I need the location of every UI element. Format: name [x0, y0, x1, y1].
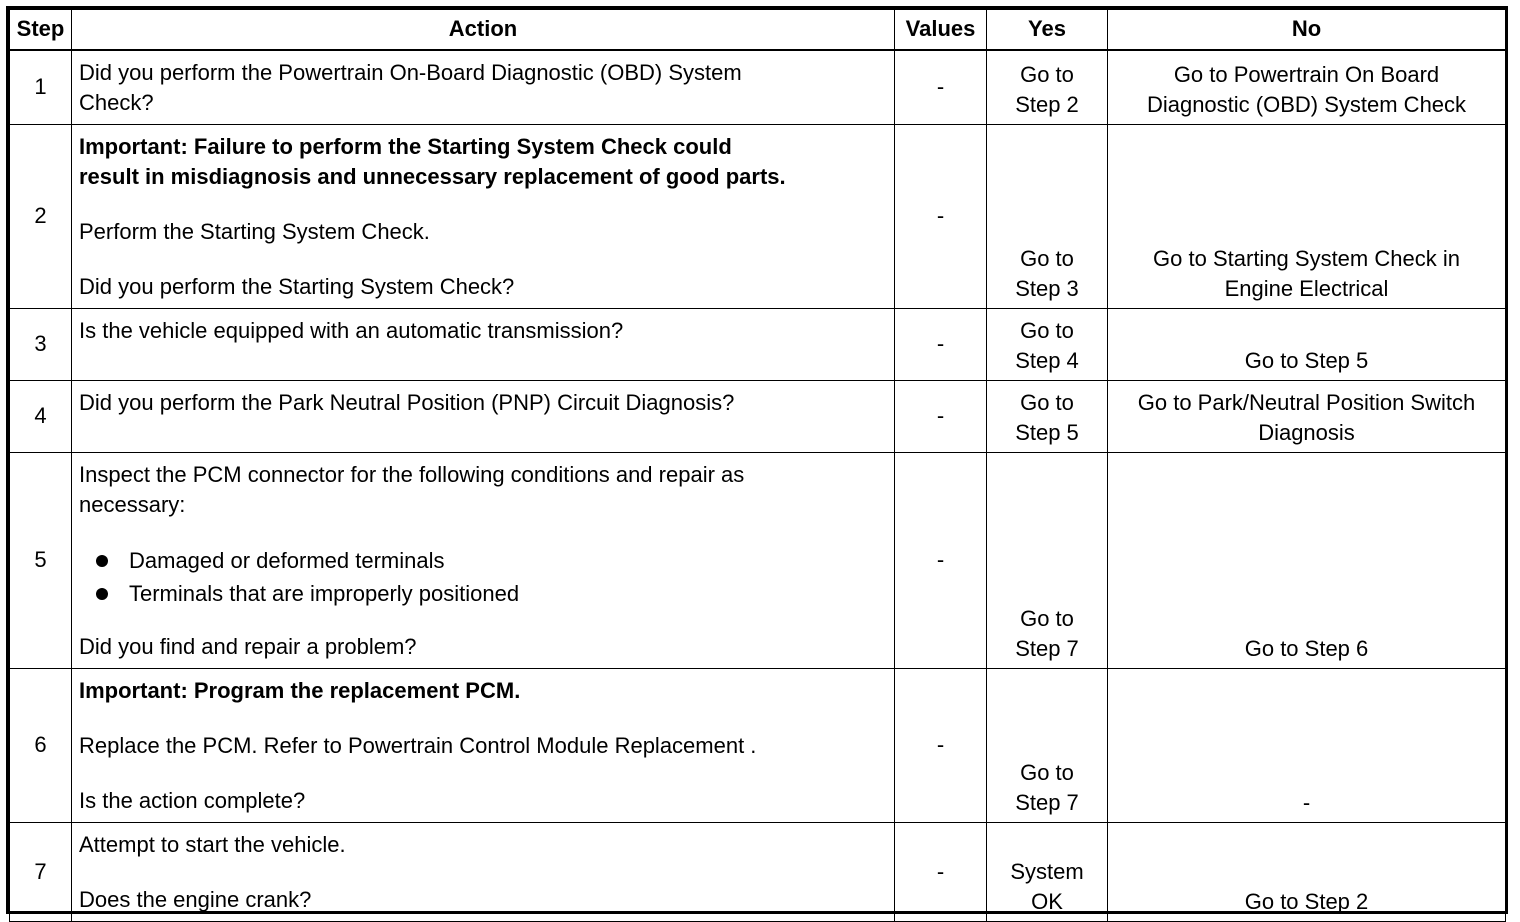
no-link: Diagnostic (OBD) System Check — [1146, 91, 1467, 117]
yes-link: Go to — [1020, 61, 1074, 87]
yes-link: Step 5 — [1015, 419, 1079, 445]
yes-cell — [987, 822, 1108, 921]
values-cell: - — [895, 668, 987, 822]
yes-cell — [987, 668, 1108, 822]
header-no: No — [1108, 10, 1506, 50]
action-text: Check? — [79, 89, 154, 115]
table-row — [10, 668, 1506, 822]
step-number: 6 — [10, 668, 72, 822]
table-row — [10, 822, 1506, 921]
yes-link: Step 3 — [1015, 275, 1079, 301]
header-step: Step — [10, 10, 72, 50]
no-link: Diagnosis — [1258, 419, 1355, 445]
important-note: result in misdiagnosis and unnecessary replacement of good parts. — [79, 163, 786, 189]
header-row — [10, 10, 1506, 50]
action-instruction: Attempt to start the vehicle. — [79, 831, 346, 857]
step-number: 1 — [10, 50, 72, 125]
yes-link: System — [1010, 858, 1084, 884]
list-item-text: Damaged or deformed terminals — [129, 547, 445, 573]
header-yes: Yes — [987, 10, 1108, 50]
no-link: Go to Starting System Check in — [1153, 245, 1460, 271]
table-row — [10, 452, 1506, 668]
bullet-icon — [96, 555, 108, 567]
no-link: Go to Step 2 — [1244, 888, 1369, 914]
no-cell — [1108, 308, 1506, 380]
yes-cell — [987, 380, 1108, 452]
header-values: Values — [895, 10, 987, 50]
no-link: Go to Step 6 — [1244, 635, 1369, 661]
action-question: Did you find and repair a problem? — [79, 633, 417, 659]
yes-link: Step 4 — [1015, 347, 1079, 373]
yes-link: Step 7 — [1015, 635, 1079, 661]
yes-link: Go to — [1020, 389, 1074, 415]
diagnostic-table — [9, 9, 1506, 922]
action-question: Is the action complete? — [79, 787, 306, 813]
values-cell: - — [895, 380, 987, 452]
list-item — [79, 577, 888, 610]
yes-link: Step 2 — [1015, 91, 1079, 117]
yes-link: Go to — [1020, 605, 1074, 631]
action-cell — [72, 380, 895, 452]
important-note: Important: Failure to perform the Starting System Check could — [79, 133, 732, 159]
values-cell: - — [895, 452, 987, 668]
values-cell: - — [895, 308, 987, 380]
step-number: 4 — [10, 380, 72, 452]
action-cell — [72, 822, 895, 921]
table-row — [10, 50, 1506, 125]
action-cell — [72, 308, 895, 380]
no-cell — [1108, 380, 1506, 452]
no-cell — [1108, 452, 1506, 668]
values-cell: - — [895, 50, 987, 125]
no-cell — [1108, 50, 1506, 125]
yes-link: Step 7 — [1015, 789, 1079, 815]
action-text: Did you perform the Powertrain On-Board Diagnostic (OBD) System — [79, 59, 742, 85]
yes-link: Go to — [1020, 245, 1074, 271]
table-row — [10, 380, 1506, 452]
action-question: Did you perform the Starting System Check? — [79, 273, 515, 299]
no-link: Go to Step 5 — [1244, 347, 1369, 373]
action-text: necessary: — [79, 491, 186, 517]
no-link: Go to Powertrain On Board — [1173, 61, 1440, 87]
values-cell: - — [895, 822, 987, 921]
yes-cell — [987, 124, 1108, 308]
step-number: 5 — [10, 452, 72, 668]
yes-link: OK — [1031, 888, 1063, 914]
yes-link: Go to — [1020, 759, 1074, 785]
step-number: 7 — [10, 822, 72, 921]
no-link: - — [1302, 789, 1311, 815]
no-cell — [1108, 124, 1506, 308]
yes-link: Go to — [1020, 317, 1074, 343]
action-cell — [72, 452, 895, 668]
list-item-text: Terminals that are improperly positioned — [129, 580, 520, 606]
table-row — [10, 124, 1506, 308]
header-action: Action — [72, 10, 895, 50]
action-question: Did you perform the Park Neutral Position (PNP) Circuit Diagnosis? — [79, 389, 735, 415]
action-cell — [72, 124, 895, 308]
no-link: Go to Park/Neutral Position Switch — [1137, 389, 1476, 415]
bullet-icon — [96, 588, 108, 600]
diagnostic-table-frame — [6, 6, 1508, 914]
no-link: Engine Electrical — [1224, 275, 1389, 301]
table-row — [10, 308, 1506, 380]
action-cell — [72, 668, 895, 822]
no-cell — [1108, 822, 1506, 921]
action-question: Is the vehicle equipped with an automatic transmission? — [79, 317, 624, 343]
list-item — [79, 544, 888, 577]
yes-cell — [987, 308, 1108, 380]
action-question: Does the engine crank? — [79, 886, 312, 912]
step-number: 3 — [10, 308, 72, 380]
action-text: Inspect the PCM connector for the following conditions and repair as — [79, 461, 745, 487]
condition-list — [79, 544, 888, 610]
action-cell — [72, 50, 895, 125]
yes-cell — [987, 50, 1108, 125]
action-instruction: Replace the PCM. Refer to Powertrain Control Module Replacement . — [79, 732, 757, 758]
yes-cell — [987, 452, 1108, 668]
no-cell — [1108, 668, 1506, 822]
values-cell: - — [895, 124, 987, 308]
step-number: 2 — [10, 124, 72, 308]
action-instruction: Perform the Starting System Check. — [79, 218, 430, 244]
important-note: Important: Program the replacement PCM. — [79, 677, 521, 703]
